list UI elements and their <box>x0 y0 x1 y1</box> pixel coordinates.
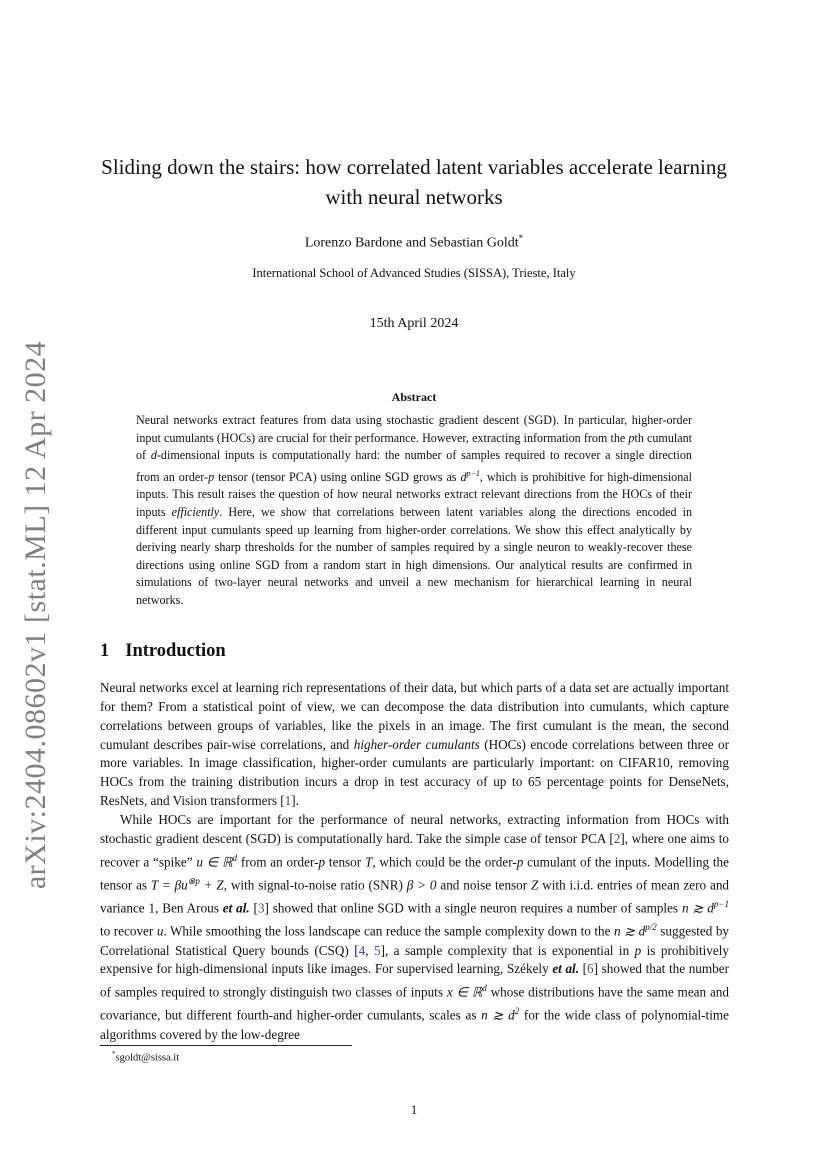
abstract-text: Neural networks extract features from data using stochastic gradient descent (SGD). In particular, higher-order input cumulants (HOCs) are crucial for their performance. However, extracting information from the pth cumulant of d-dimensional inputs is computationally hard: the number of samples required to recover a single direction from an order-p tensor (tensor PCA) using online SGD grows as $d^{p-1}$, which is prohibitive for high-dimensional inputs. This result raises the question of how neural networks extract relevant directions from the HOCs of their inputs efficiently. Here, we show that correlations between latent variables along the directions encoded in different input cumulants speed up learning from higher-order correlations. We show this effect analytically by deriving nearly sharp thresholds for the number of samples required by a single neuron to weakly-recover these directions using online SGD from a random start in high dimensions. Our analytical results are confirmed in simulations of two-layer neural networks and unveil a new mechanism for hierarchical learning in neural networks. <box>136 413 693 607</box>
citation-link[interactable]: 5 <box>373 942 381 958</box>
citation-link[interactable]: 3 <box>257 900 265 916</box>
introduction-body <box>100 679 729 1045</box>
paper-title: Sliding down the stairs: how correlated latent variables accelerate learning with neural networks <box>101 155 727 209</box>
abstract-heading: Abstract <box>391 390 437 404</box>
footnote <box>112 1050 179 1064</box>
footnote-divider <box>100 1045 352 1046</box>
citation-link[interactable]: 6 <box>587 961 594 977</box>
section-number: 1 <box>100 641 110 661</box>
page-number: 1 <box>410 1102 418 1117</box>
citation-link[interactable]: 2 <box>613 830 621 846</box>
footnote-email: sgoldt@sissa.it <box>115 1052 180 1064</box>
author-footnote-mark: * <box>518 233 524 243</box>
publication-date: 15th April 2024 <box>369 316 459 331</box>
author-names: Lorenzo Bardone and Sebastian Goldt <box>304 235 519 251</box>
paragraph: Neural networks excel at learning rich representations of their data, but which parts of a data set are actually important for them? From a statistical point of view, we can decompose the data distribution into cumulants, which capture correlations between groups of variables, like the pixels in an image. The first cumulant is the mean, the second cumulant describes pair-wise correlations, and higher-order cumulants (HOCs) encode correlations between three or more variables. In image classification, higher-order cumulants are particularly important: on CIFAR10, removing HOCs from the training distribution incurs a drop in test accuracy of up to 65 percentage points for DenseNets, ResNets, and Vision transformers [1]. <box>100 680 729 809</box>
affiliation: International School of Advanced Studies (SISSA), Trieste, Italy <box>252 266 576 280</box>
section-title: Introduction <box>125 641 226 661</box>
arxiv-identifier: arXiv:2404.08602v1 [stat.ML] 12 Apr 2024 <box>19 340 52 890</box>
citation-link[interactable]: 4 <box>358 942 366 958</box>
citation-link[interactable]: 1 <box>284 793 292 809</box>
paragraph: While HOCs are important for the performance of neural networks, extracting information from HOCs with stochastic gradient descent (SGD) is computationally hard. Take the simple case of tensor PCA [2], where one aims to recover a “spike” u ∈ ℝ$^d$ from an order-p tensor T, which could be the order-p cumulant of the inputs. Modelling the tensor as $T = \beta u^{\otimes p} + Z$, with signal-to-noise ratio (SNR) β > 0 and noise tensor Z with i.i.d. entries of mean zero and variance 1, Ben Arous et al. [3] showed that online SGD with a single neuron requires a number of samples n ≳ $d^{p-1}$ to recover u. While smoothing the loss landscape can reduce the sample complexity down to the n ≳ $d^{p/2}$ suggested by Correlational Statistical Query bounds (CSQ) [4, 5], a sample complexity that is exponential in p is prohibitively expensive for high-dimensional inputs like images. For supervised learning, Székely et al. [6] showed that the number of samples required to strongly distinguish two classes of inputs x ∈ ℝ$^d$ whose distributions have the same mean and covariance, but different fourth-and higher-order cumulants, scales as n ≳ $d^2$ for the wide class of polynomial-time algorithms covered by the low-degree <box>100 811 730 1042</box>
section-heading-introduction <box>100 641 226 662</box>
footnote-mark: * <box>112 1050 116 1058</box>
arxiv-sidebar <box>14 340 58 890</box>
author-line <box>100 233 728 252</box>
